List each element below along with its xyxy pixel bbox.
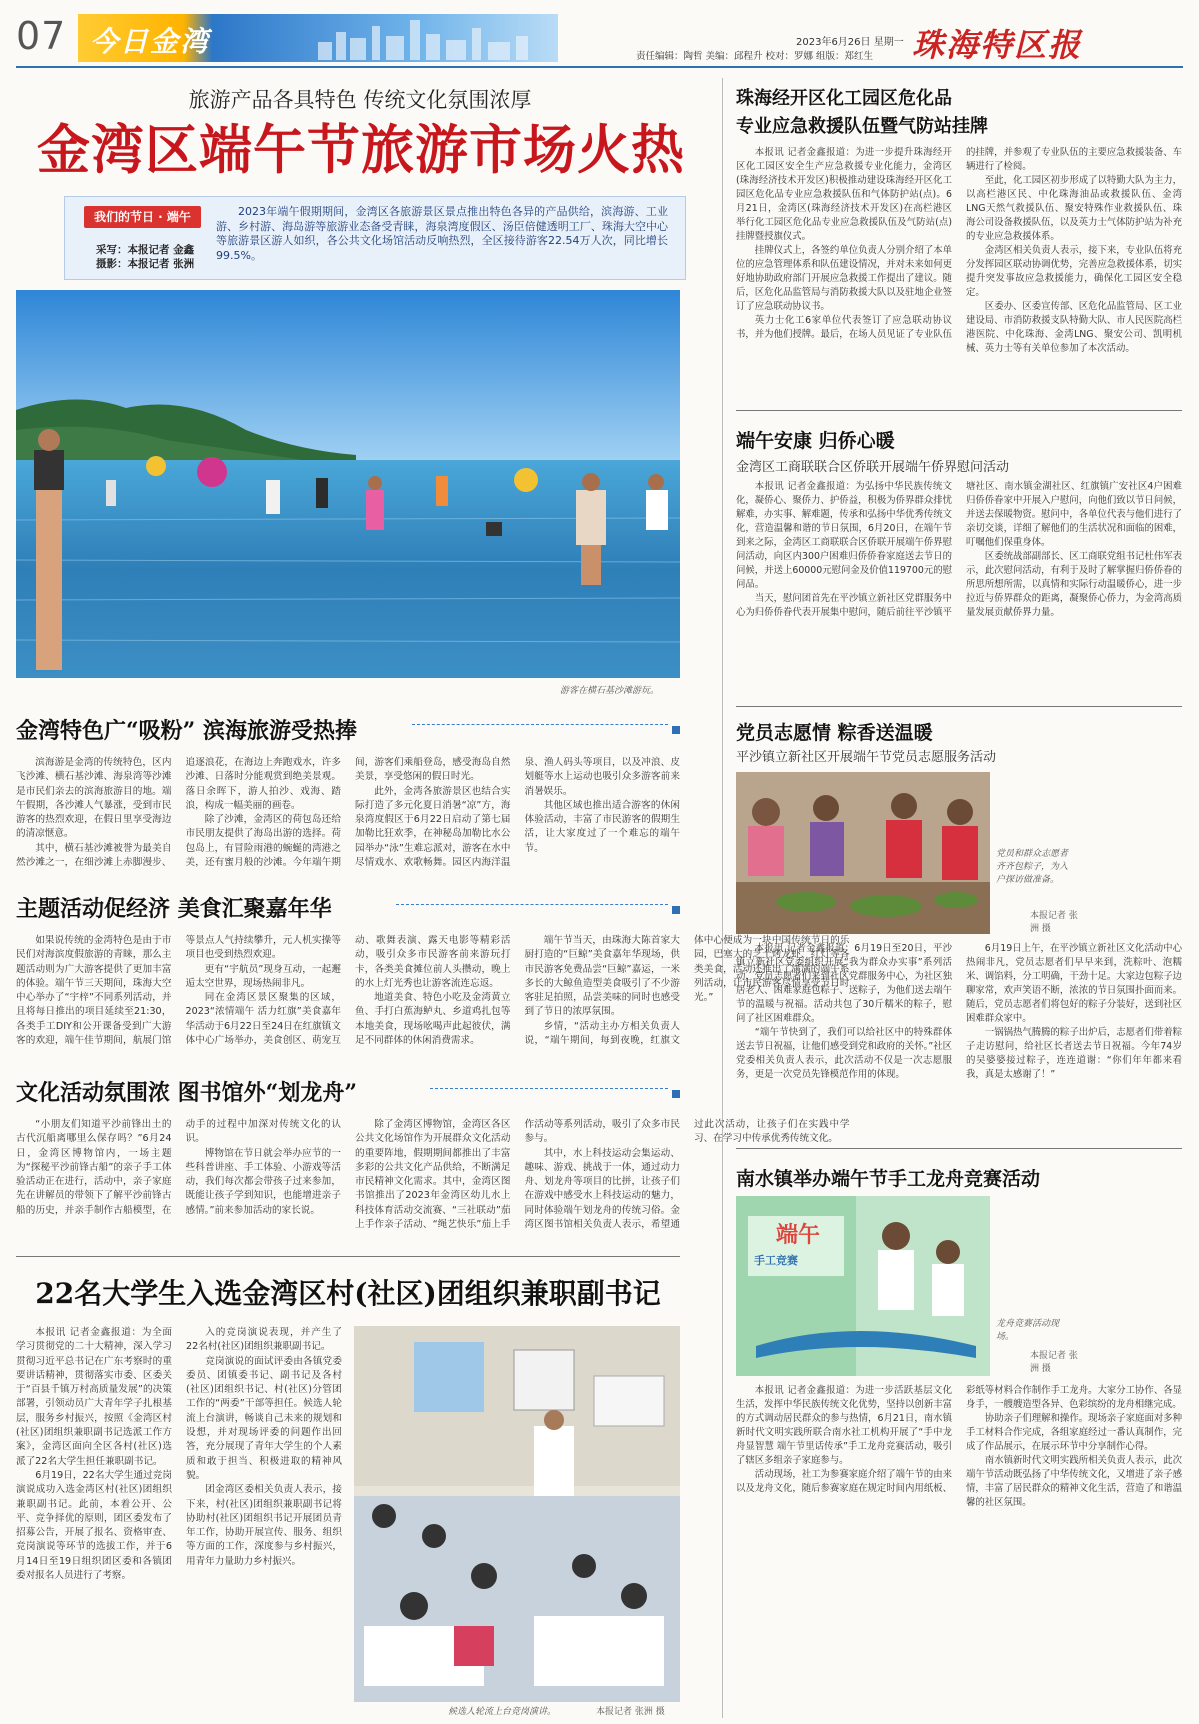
- art3-paragraph: 6月19日上午，在平沙镇立新社区文化活动中心热闹非凡，党员志愿者们早早来到，洗粽叶、泡糯米、调馅料，分工明确，干劲十足。大家边包粽子边聊家常，欢声笑语不断，浓浓的节日氛围扑面而来。随后，党员志愿者们将包好的粽子分装好，送到社区困难群众家中。: [966, 943, 1182, 1024]
- art4-paragraph: 活动现场，社工为参赛家庭介绍了端午节的由来以及龙舟文化，随后参赛家庭在规定时间内用纸板、彩纸等材料合作制作手工龙舟。大家分工协作、各显身手，一艘艘造型各异、色彩缤纷的龙舟相继完成。: [736, 1385, 1182, 1494]
- classroom-caption: 候选人轮流上台竞岗演讲。: [448, 1707, 557, 1717]
- masthead-rule: [16, 66, 1183, 68]
- art2-title: 端午安康 归侨心暖: [736, 430, 895, 452]
- art2-subtitle: 金湾区工商联联合区侨联开展端午侨界慰问活动: [736, 460, 1010, 475]
- section4-paragraph: 入的竞岗演说表现，并产生了22名村(社区)团组织兼职副书记。: [186, 1327, 342, 1353]
- column-divider: [722, 78, 723, 1718]
- art1-title-line1: 珠海经开区化工园区危化品: [736, 88, 952, 109]
- section-divider: [16, 1256, 680, 1257]
- art1-paragraph: 至此，化工园区初步形成了以特勤大队为主力，以高栏港区民、中化珠海油品或救援队伍、金湾LNG天然气救援队伍、聚安特殊作业救援队伍、珠海公司设备救援队伍，以及英力士气体防护站为补充的专业应急救援体系。: [966, 175, 1182, 242]
- section2-paragraph: 乡情，“活动主办方相关负责人说，“端午期间，每到夜晚，红旗文体中心便成为一块中国传统节日的乐园，巴塞大的芝士烤龙虾、红灯等各类美食，活动还推出了满满的端午系列活动，让市民游客尽情享受节日时光。”: [524, 935, 850, 1047]
- section3-rule: [430, 1088, 668, 1089]
- art4-body: [736, 1384, 1182, 1714]
- festival-badge: 我们的节日 · 端午: [84, 206, 201, 228]
- dumpling-illustration: [736, 772, 990, 934]
- editors-line: 责任编辑：陶哲 美编：邱程升 校对：罗娜 组版：郑红生: [636, 51, 874, 62]
- lead-headline: 金湾区端午节旅游市场火热: [37, 119, 685, 181]
- section3-paragraph: 除了金湾区博物馆，金湾区各区公共文化场馆作为开展群众文化活动的重要阵地，假期期间都推出了丰富多彩的公共文化产品供给，不断满足市民精神文化需求。其中，金湾区图书馆推出了2023年金湾区幼儿水上科技体育活动交流赛、“三社联动”茄上手作亲子活动、“绳艺快乐”茄上手作活动等系列活动，吸引了众多市民参与。: [355, 1119, 680, 1231]
- art4-paragraph: 南水镇新时代文明实践所相关负责人表示，此次端午节活动既弘扬了中华传统文化，又增进了亲子感情，丰富了居民群众的精神文化生活，营造了和谐温馨的社区氛围。: [966, 1455, 1182, 1508]
- art3-paragraph: “端午节快到了，我们可以给社区中的特殊群体送去节日祝福，让他们感受到党和政府的关怀。”社区党委相关负责人表示，此次活动不仅是一次志愿服务，更是一次党员先锋模范作用的体现。: [736, 1027, 952, 1080]
- lead-byline-photo: 摄影：本报记者 张洲: [96, 258, 195, 270]
- section3-marker: [672, 1090, 680, 1098]
- dumpling-photo: [736, 772, 990, 934]
- art2-paragraph: 区委统战部副部长、区工商联党组书记杜伟军表示，此次慰问活动，有利于及时了解掌握归侨侨眷的所思所想所需，以真情和实际行动温暖侨心，进一步拉近与侨界群众的距离，凝聚侨心侨力，为金湾高质量发展贡献侨界力量。: [966, 551, 1182, 618]
- art3-subtitle: 平沙镇立新社区开展端午节党员志愿服务活动: [736, 750, 997, 765]
- dumpling-caption: 党员和群众志愿者齐齐包粽子，为入户探访做准备。: [996, 849, 1069, 885]
- section1-rule: [412, 724, 668, 725]
- classroom-photo: [354, 1326, 680, 1702]
- paper-logo: 珠海特区报: [912, 26, 1083, 64]
- beach-scene-illustration: [16, 290, 680, 678]
- page-number: 07: [16, 14, 67, 58]
- art4-title: 南水镇举办端午节手工龙舟竞赛活动: [736, 1168, 1041, 1190]
- section2-paragraph: 更有“宇航员”现身互动，一起邂逅太空世界，现场热闹非凡。: [185, 963, 341, 989]
- section2-title: 主题活动促经济 美食汇聚嘉年华: [16, 896, 332, 922]
- section4-paragraph: 团金湾区委相关负责人表示，接下来，村(社区)团组织兼职副书记将协助村(社区)团组织书记开展团员青年工作，协助开展宣传、服务、组织等方面的工作，深度参与乡村振兴，用青年力量助力乡村振兴。: [186, 1484, 342, 1567]
- section1-body: [16, 756, 680, 872]
- section3-paragraph: “小朋友们知道平沙前锋出土的古代沉船离哪里么保存吗？”6月24日，金湾区博物馆内，一场主题为“探秘平沙前锋古船”的亲子手工体验活动正在进行，活动中，亲子家庭先在讲解员的带领下了解平沙前锋古船的历史，并亲手制作古船模型，在动手的过程中加深对传统文化的认识。: [16, 1119, 341, 1216]
- art2-paragraph: 本报讯 记者金鑫报道：为弘扬中华民族传统文化，凝侨心、聚侨力、护侨益，积极为侨界群众排忧解难，办实事、解难题，传承和弘扬中华优秀传统文化，营造温馨和谐的节日氛围，6月20日，在端午节到来之际，金湾区工商联联合区侨联开展端午侨界慰问活动，向区内300户困难归侨侨眷家庭送去节日的问候，并送上60000元慰问金及价值119700元的慰问品。: [736, 481, 952, 590]
- art1-paragraph: 金湾区相关负责人表示，接下来，专业队伍将充分发挥园区联动协调优势，完善应急救援体系，切实提升突发事故应急救援能力，确保化工园区安全稳定。: [966, 245, 1182, 298]
- dragon-boat-illustration: [736, 1196, 990, 1376]
- section4-paragraph: 本报讯 记者金鑫报道：为全面学习贯彻党的二十大精神，深入学习贯彻习近平总书记在广东考察时的重要讲话精神，贯彻落实市委、区委关于“百县千镇万村高质量发展”的决策部署，引领动员广大青年学子扎根基层，服务乡村振兴，按照《金湾区村(社区)团组织兼职副书记选派工作方案》，金湾区面向全区各村(社区)选派了22名大学生担任兼职副书记。: [16, 1327, 172, 1467]
- section-banner: [78, 14, 558, 62]
- section4-paragraph: 6月19日，22名大学生通过竞岗演说成功入选金湾区村(社区)团组织兼职副书记。此前，本着公开、公平、竞争择优的原则，团区委发布了招募公告，开展了报名、资格审查、竞岗演说等环节的选拔工作，并于6月14日至19日组织团区委和各镇团委对报名人员进行了考察。: [16, 1469, 172, 1582]
- section4-body: [16, 1326, 342, 1714]
- section3-paragraph: 博物馆在节日就会举办应节的一些科普讲座、手工体验、小游戏等活动，我们每次都会带孩子过来参加，既能让孩子学到知识，也能增进亲子感情。”前来参加活动的家长说。: [185, 1147, 341, 1216]
- lead-byline-writer: 采写：本报记者 金鑫: [96, 244, 195, 256]
- lead-kicker: 旅游产品各具特色 传统文化氛围浓厚: [188, 88, 532, 112]
- section1-paragraph: 其他区域也推出适合游客的休闲体验活动，丰富了市民游客的假期生活，让大家度过了一个难忘的端午节。: [524, 799, 680, 854]
- art4-paragraph: 本报讯 记者金鑫报道：为进一步活跃基层文化生活，发挥中华民族传统文化优势，坚持以创新丰富的方式调动居民群众的参与热情，6月21日，南水镇新时代文明实践所联合南水社工机构开展了“手中龙舟显智慧 端午节里话传承”手工龙舟竞赛活动，吸引了辖区多组亲子家庭参与。: [736, 1385, 952, 1466]
- section2-rule: [396, 904, 668, 905]
- banner-contest-text: 手工竞赛: [754, 1254, 798, 1267]
- section1-paragraph: 此外，金湾各旅游景区也结合实际打造了多元化夏日消暑“凉”方，海泉湾度假区于6月22日启动了第七届加勒比狂欢季，在神秘岛加勒比水公园举办“泳”生难忘派对，游客在水中尽情戏水、欢歌畅舞。园区内海洋温泉、渔人码头等项目，以及冲浪、皮划艇等水上运动也吸引众多游客前来消暑娱乐。: [355, 757, 680, 869]
- section3-title: 文化活动氛围浓 图书馆外“划龙舟”: [16, 1080, 357, 1106]
- section3-body: [16, 1118, 850, 1244]
- art1-paragraph: 挂牌仪式上，各签约单位负责人分别介绍了本单位的应急管理体系和队伍建设情况，并对未来如何更好地协助政府部门开展应急救援工作提出了建议。随后，区危化品监管局与消防救援大队以及驻地企业签订了应急联动协议书。: [736, 245, 952, 312]
- art3-body: [736, 942, 1182, 1138]
- right-divider-2: [736, 706, 1182, 707]
- date-line: 2023年6月26日 星期一: [796, 37, 904, 48]
- art1-paragraph: 英力士化工6家单位代表签订了应急联动协议书，并为他们授牌。最后，在场人员见证了专业队伍的挂牌，并参观了专业队伍的主要应急救援装备、车辆进行了检阅。: [736, 147, 1182, 340]
- section2-paragraph: 同在金湾区景区聚集的区域，2023“浓情端午 活力红旗”美食嘉年华活动于6月22日至24日在红旗镇文体中心广场举办，美食创区、萌宠互动、歌舞表演、露天电影等精彩活动，吸引众多市民游客前来游玩打卡，各类美食摊位前人头攒动，晚上的水上灯光秀也让游客流连忘返。: [185, 935, 511, 1047]
- banner-festival-text: 端午: [776, 1222, 821, 1248]
- art3-paragraph: 本报讯 记者金鑫报道：6月19日至20日，平沙镇立新社区党委组织开展“我为群众办实事”系列活动，党员志愿者们来到社区党群服务中心，为社区独居老人、困难家庭包粽子、送粽子，为他们送去端午节的温暖与祝福。活动共包了30斤糯米的粽子，慰问了社区困难群众。: [736, 943, 952, 1024]
- beach-photo-caption: 游客在横石基沙滩游玩。: [560, 686, 660, 696]
- section1-paragraph: 除了沙滩，金湾区的荷包岛还给市民朋友提供了海岛出游的选择。荷包岛上，有冒险雨港的蜿蜒的湾港之美，还有蜜月般的沙滩。今年端午期间，游客们乘船登岛，感受海岛自然美景，享受悠闲的假日时光。: [185, 757, 511, 869]
- section2-paragraph: 地道美食、特色小吃及金湾黄立鱼、手打白蕉海鲈丸、乡道鸡扎包等本地美食，现场吆喝声此起彼伏，满足不同群体的休闲消费需求。: [355, 992, 511, 1047]
- lead-summary: 2023年端午假期期间，金湾区各旅游景区景点推出特色各异的产品供给，滨海游、工业游、乡村游、海岛游等旅游业态备受青睐，海泉湾度假区、汤臣倍健透明工厂、珠海大空中心等旅游景区游人如织，各公共文化场馆活动反响热烈，全区接待游客22.54万人次，同比增长99.5%。: [216, 205, 668, 262]
- section2-marker: [672, 906, 680, 914]
- section2-paragraph: 端午节当天，由珠海大陈首家大厨打造的“巨鲸”美食嘉年华现场，供市民游客免费品尝“巨鲸”嘉运，一米多长的大鲸鱼造型美食吸引了不少游客驻足拍照，品尝美味的同时也感受到了节日的浓厚氛围。: [524, 935, 680, 1018]
- art3-title: 党员志愿情 粽香送温暖: [736, 722, 933, 744]
- classroom-illustration: [354, 1326, 680, 1702]
- section4-title: 22名大学生入选金湾区村(社区)团组织兼职副书记: [35, 1277, 661, 1310]
- section1-marker: [672, 726, 680, 734]
- dumpling-credit: 本报记者 张洲 摄: [1030, 911, 1078, 934]
- section-name: 今日金湾: [90, 25, 211, 58]
- beach-photo: [16, 290, 680, 678]
- classroom-credit: 本报记者 张洲 摄: [596, 1707, 665, 1717]
- dragon-boat-photo: [736, 1196, 990, 1376]
- dragon-boat-credit: 本报记者 张洲 摄: [1030, 1351, 1078, 1374]
- dragon-boat-caption: 龙舟竞赛活动现场。: [996, 1319, 1060, 1342]
- art1-paragraph: 本报讯 记者金鑫报道：为进一步提升珠海经开区化工园区安全生产应急救援专业化能力，金湾区(珠海经济技术开发区)积极推动建设珠海经开区化工园区危化品专业应急救援队伍和气体防护站(点)。6月21日，金湾区(珠海经济技术开发区)在高栏港区举行化工园区危化品专业应急救援队伍及气防站(点)挂牌暨授旗仪式。: [736, 147, 952, 242]
- section1-title: 金湾特色广“吸粉” 滨海旅游受热捧: [16, 718, 357, 744]
- art1-body: [736, 146, 1182, 400]
- section3-paragraph: 其中，水上科技运动会集运动、趣味、游戏、挑战于一体，通过动力舟、划龙舟等项目的比拼，让孩子们在游戏中感受水上科技运动的魅力，同时体验端午划龙舟的传统习俗。金湾区图书馆相关负责人表示，希望通过此次活动，让孩子们在实践中学习、在学习中传承优秀传统文化。: [524, 1119, 850, 1231]
- section1-paragraph: 其中，横石基沙滩被誉为最美自然沙滩之一，在细沙滩上赤脚漫步、追逐浪花，在海边上奔跑戏水，许多沙滩、日落时分能观赏到绝美景观。落日余晖下，游人拍沙、戏海、踏浪，构成一幅美丽的画卷。: [16, 757, 341, 869]
- section4-paragraph: 竞岗演说的面试评委由各镇党委委员、团镇委书记、副书记及各村(社区)团组织书记、村(社区)分管团工作的“两委”干部等担任。候选人轮流上台演讲，畅谈自己未来的规划和设想，并对现场评委的问题作出回答，充分展现了青年大学生的个人素质和敢于担当、积极进取的精神风貌。: [186, 1355, 342, 1481]
- right-divider-3: [736, 1148, 1182, 1149]
- art3-paragraph: 一锅锅热气腾腾的粽子出炉后，志愿者们带着粽子走访慰问，给社区长者送去节日祝福。今年74岁的吴婆婆接过粽子，连连道谢：“你们年年都来看我，真是太感谢了！”: [966, 1027, 1182, 1080]
- art4-paragraph: 协助亲子们理解和操作。现场亲子家庭面对多种手工材料合作完成，各组家庭经过一番认真制作，完成了作品展示，在展示环节中分享制作心得。: [966, 1413, 1182, 1452]
- art1-paragraph: 区委办、区委宣传部、区危化品监管局、区工业建设局、市消防救援支队特勤大队、市人民医院高栏港医院、中化珠海、金湾LNG、聚安公司、凯明机械、英力士等有关单位参加了本次活动。: [966, 301, 1182, 354]
- art2-body: [736, 480, 1182, 698]
- section1-paragraph: 滨海游是金湾的传统特色，区内飞沙滩、横石基沙滩、海泉湾等沙滩是市民们亲去的滨海旅游目的地。端午假期，各沙滩人气暴涨，受到市民游客的热烈欢迎，在假日里享受海边的清凉惬意。: [16, 757, 172, 840]
- skyline-icon: [308, 18, 548, 60]
- section2-paragraph: 如果说传统的金湾特色是由于市民们对海滨度假旅游的青睐，那么主题活动则为广大游客提供了更加丰富的体验。端午节三天期间，珠海大空中心举办了“宇梓”不同系列活动，并且将每日推出的项目延续至21:30，各类手工DIY和公开课备受到广大游客的欢迎，端午佳节期间，航展门馆等景点人气持续攀升，元人机实操等项目也受到热烈欢迎。: [16, 935, 341, 1047]
- art1-title-line2: 专业应急救援队伍暨气防站挂牌: [736, 116, 988, 137]
- art2-paragraph: 当天，慰问团首先在平沙镇立新社区党群服务中心为归侨侨眷代表开展集中慰问，随后前往平沙镇平塘社区、南水镇金湖社区、红旗镇广安社区4户困难归侨侨眷家中开展入户慰问，向他们致以节日问候，并送去保暖物资。慰问中，各单位代表与他们进行了亲切交谈，详细了解他们的生活状况和面临的困难，叮嘱他们保重身体。: [736, 481, 1182, 618]
- right-divider-1: [736, 410, 1182, 411]
